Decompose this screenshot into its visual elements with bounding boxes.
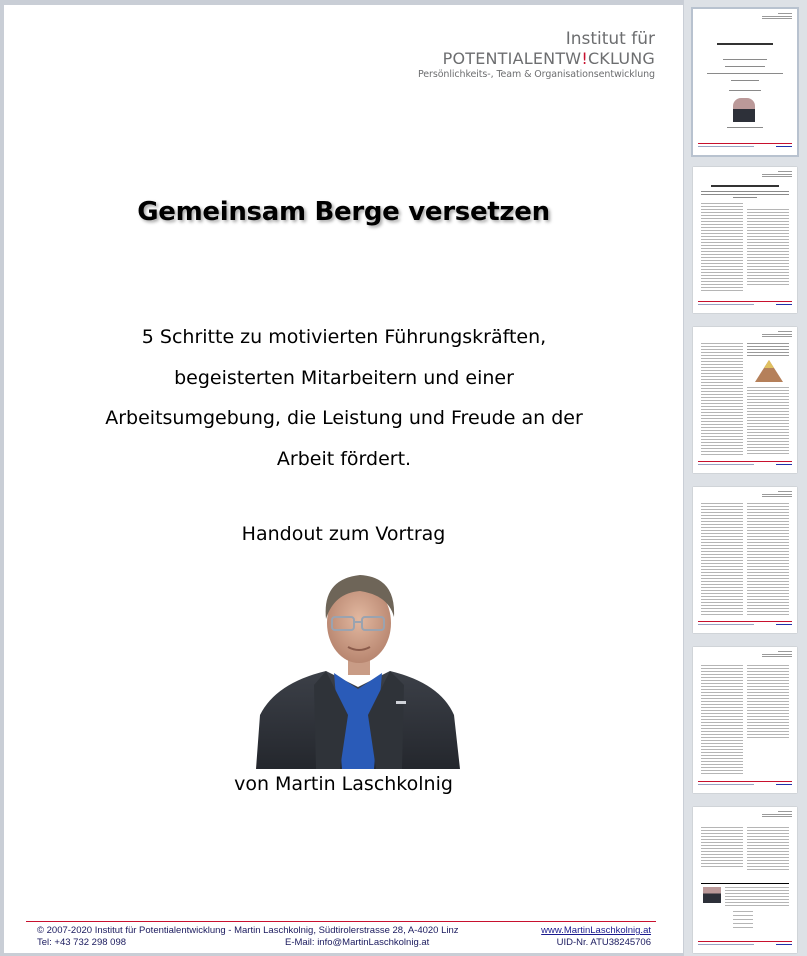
thumb-text-column — [733, 911, 753, 931]
footer-website-link[interactable]: www.MartinLaschkolnig.at — [541, 925, 651, 936]
document-subtitle — [64, 317, 624, 479]
thumb-text-column — [701, 203, 743, 293]
footer-uid: UID-Nr. ATU38245706 — [556, 936, 651, 948]
subtitle-line: Arbeit fördert. — [276, 447, 412, 470]
thumb-footer — [698, 941, 792, 947]
footer-divider — [26, 921, 656, 922]
thumb-footer — [698, 461, 792, 467]
footer-tel: Tel: +43 732 298 098 — [37, 936, 127, 948]
page-thumbnail-6[interactable] — [693, 807, 797, 953]
thumb-text-column — [701, 343, 743, 455]
author-name: von Martin Laschkolnig — [234, 773, 453, 795]
document-footer — [37, 925, 651, 948]
thumb-logo — [760, 491, 792, 497]
thumb-logo — [760, 331, 792, 337]
thumb-text-line — [701, 194, 789, 195]
thumb-footer — [698, 143, 792, 149]
logo-line-1: Institut für — [565, 29, 655, 49]
thumb-photo — [703, 887, 721, 903]
thumb-footer — [698, 781, 792, 787]
page-thumbnail-1[interactable] — [693, 9, 797, 155]
thumb-divider — [701, 883, 789, 884]
thumb-text-column — [701, 665, 743, 775]
thumb-title — [711, 185, 779, 187]
thumb-text-line — [733, 197, 757, 198]
thumb-text-line — [723, 59, 767, 60]
thumb-text-column — [747, 503, 789, 615]
thumb-text-line — [729, 90, 761, 91]
thumb-text-column — [747, 387, 789, 455]
thumb-text-column — [747, 665, 789, 739]
page-thumbnail-sidebar — [684, 0, 807, 956]
logo-line-2 — [418, 49, 655, 69]
thumb-logo — [760, 171, 792, 177]
institute-logo — [418, 29, 655, 81]
thumb-logo — [760, 651, 792, 657]
thumb-text-line — [727, 127, 763, 128]
subtitle-line: Arbeitsumgebung, die Leistung und Freude an der — [105, 407, 583, 429]
page-thumbnail-3[interactable] — [693, 327, 797, 473]
page-thumbnail-5[interactable] — [693, 647, 797, 793]
thumb-text-line — [725, 66, 765, 67]
thumb-text-column — [747, 343, 789, 357]
page-thumbnail-4[interactable] — [693, 487, 797, 633]
logo-exclamation: ! — [581, 49, 588, 68]
page-thumbnail-2[interactable] — [693, 167, 797, 313]
logo-line-2-a: POTENTIALENTW — [442, 49, 582, 68]
subtitle-line: begeisterten Mitarbeitern und einer — [174, 366, 514, 389]
footer-copyright: © 2007-2020 Institut für Potentialentwicklung - Martin Laschkolnig, Südtirolerstrasse 28, A-4020 Linz — [37, 925, 459, 936]
thumb-photo — [733, 98, 755, 122]
thumb-title — [717, 43, 773, 45]
thumb-text-column — [725, 887, 789, 907]
thumb-footer — [698, 621, 792, 627]
footer-email: E-Mail: info@MartinLaschkolnig.at — [285, 936, 430, 948]
thumb-text-column — [747, 827, 789, 871]
author-portrait-image — [256, 565, 460, 769]
thumb-text-line — [731, 80, 759, 81]
thumb-footer — [698, 301, 792, 307]
thumb-logo — [760, 811, 792, 817]
thumb-text-column — [747, 209, 789, 287]
document-title: Gemeinsam Berge versetzen — [137, 197, 550, 227]
thumb-text-column — [701, 827, 743, 867]
subtitle-line: 5 Schritte zu motivierten Führungskräften, — [141, 326, 547, 348]
thumb-logo — [760, 13, 792, 19]
logo-line-2-b: CKLUNG — [587, 49, 655, 68]
thumb-pyramid-diagram — [755, 360, 783, 382]
handout-label: Handout zum Vortrag — [241, 523, 446, 545]
thumb-text-line — [707, 73, 783, 74]
author-photo — [256, 565, 460, 769]
thumb-text-column — [701, 503, 743, 615]
logo-tagline: Persönlichkeits-, Team & Organisationsentwicklung — [418, 69, 655, 80]
document-page — [4, 5, 683, 953]
thumb-text-line — [701, 191, 789, 192]
